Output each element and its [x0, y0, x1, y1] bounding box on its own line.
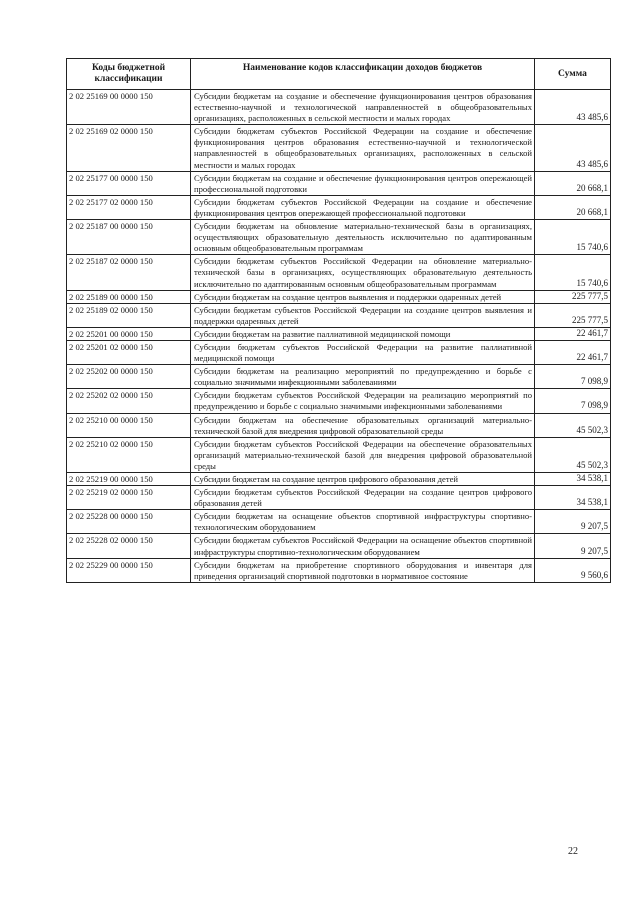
- table-row: [67, 171, 611, 195]
- row-code: 2 02 25228 02 0000 150: [67, 534, 191, 558]
- row-name: Субсидии бюджетам субъектов Российской Федерации на реализацию мероприятий по предупреждению и борьбе с социально значимыми инфекционными заболеваниями: [191, 389, 535, 413]
- table-row: [67, 195, 611, 219]
- row-name: Субсидии бюджетам субъектов Российской Федерации на развитие паллиативной медицинской помощи: [191, 340, 535, 364]
- row-sum: 22 461,7: [535, 340, 611, 364]
- row-name: Субсидии бюджетам субъектов Российской Федерации на создание и обеспечение функционирования центров образования естественно-научной и технологической направленностей в общеобразовательных организациях, расположенных в сельской местности и малых городах: [191, 125, 535, 171]
- table-row: [67, 327, 611, 340]
- table-row: [67, 486, 611, 510]
- row-code: 2 02 25201 00 0000 150: [67, 327, 191, 340]
- row-sum: 43 485,6: [535, 125, 611, 171]
- row-sum: 22 461,7: [535, 327, 611, 340]
- row-sum: 15 740,6: [535, 255, 611, 290]
- header-code: Коды бюджетной классификации: [67, 59, 191, 90]
- row-name: Субсидии бюджетам на создание и обеспечение функционирования центров образования естественно-научной и технологической направленностей в общеобразовательных организациях, расположенных в сельской местности и малых городах: [191, 90, 535, 125]
- row-sum: 43 485,6: [535, 90, 611, 125]
- row-name: Субсидии бюджетам на создание центров цифрового образования детей: [191, 473, 535, 486]
- table-row: [67, 558, 611, 582]
- row-name: Субсидии бюджетам на приобретение спортивного оборудования и инвентаря для приведения организаций спортивной подготовки в нормативное состояние: [191, 558, 535, 582]
- row-sum: 15 740,6: [535, 220, 611, 255]
- row-name: Субсидии бюджетам на обеспечение образовательных организаций материально-технической базой для внедрения цифровой образовательной среды: [191, 413, 535, 437]
- row-sum: 20 668,1: [535, 171, 611, 195]
- header-name: Наименование кодов классификации доходов бюджетов: [191, 59, 535, 90]
- table-row: [67, 510, 611, 534]
- table-row: [67, 125, 611, 171]
- row-name: Субсидии бюджетам субъектов Российской Федерации на оснащение объектов спортивной инфраструктуры спортивно-технологическим оборудованием: [191, 534, 535, 558]
- table-row: [67, 220, 611, 255]
- table-row: [67, 255, 611, 290]
- row-sum: 7 098,9: [535, 365, 611, 389]
- row-code: 2 02 25187 00 0000 150: [67, 220, 191, 255]
- row-code: 2 02 25219 02 0000 150: [67, 486, 191, 510]
- row-code: 2 02 25177 00 0000 150: [67, 171, 191, 195]
- row-code: 2 02 25229 00 0000 150: [67, 558, 191, 582]
- table-row: [67, 90, 611, 125]
- row-sum: 225 777,5: [535, 290, 611, 303]
- row-name: Субсидии бюджетам субъектов Российской Федерации на создание и обеспечение функционирования центров опережающей профессиональной подготовки: [191, 195, 535, 219]
- row-name: Субсидии бюджетам на создание и обеспечение функционирования центров опережающей профессиональной подготовки: [191, 171, 535, 195]
- table-row: [67, 389, 611, 413]
- page-number: 22: [568, 846, 578, 857]
- row-name: Субсидии бюджетам на создание центров выявления и поддержки одаренных детей: [191, 290, 535, 303]
- table-row: [67, 437, 611, 472]
- table-header-row: [67, 59, 611, 90]
- budget-table-container: [66, 58, 610, 583]
- row-sum: 45 502,3: [535, 413, 611, 437]
- row-sum: 20 668,1: [535, 195, 611, 219]
- row-code: 2 02 25169 02 0000 150: [67, 125, 191, 171]
- row-sum: 34 538,1: [535, 473, 611, 486]
- row-code: 2 02 25202 00 0000 150: [67, 365, 191, 389]
- row-name: Субсидии бюджетам субъектов Российской Федерации на создание центров выявления и поддержки одаренных детей: [191, 303, 535, 327]
- table-row: [67, 413, 611, 437]
- row-sum: 7 098,9: [535, 389, 611, 413]
- table-row: [67, 303, 611, 327]
- row-code: 2 02 25177 02 0000 150: [67, 195, 191, 219]
- row-sum: 45 502,3: [535, 437, 611, 472]
- budget-classification-table: [66, 58, 611, 583]
- header-sum: Сумма: [535, 59, 611, 90]
- row-name: Субсидии бюджетам на обновление материально-технической базы в организациях, осуществляющих образовательную деятельность исключительно по адаптированным основным общеобразовательным программам: [191, 220, 535, 255]
- table-row: [67, 290, 611, 303]
- row-name: Субсидии бюджетам субъектов Российской Федерации на обновление материально-технической базы в организациях, осуществляющих образовательную деятельность исключительно по адаптированным основным общеобразовательным программам: [191, 255, 535, 290]
- table-row: [67, 365, 611, 389]
- row-code: 2 02 25210 02 0000 150: [67, 437, 191, 472]
- row-code: 2 02 25219 00 0000 150: [67, 473, 191, 486]
- table-row: [67, 340, 611, 364]
- row-sum: 9 207,5: [535, 534, 611, 558]
- row-name: Субсидии бюджетам субъектов Российской Федерации на обеспечение образовательных организаций материально-технической базой для внедрения цифровой образовательной среды: [191, 437, 535, 472]
- row-code: 2 02 25210 00 0000 150: [67, 413, 191, 437]
- table-row: [67, 534, 611, 558]
- row-name: Субсидии бюджетам на оснащение объектов спортивной инфраструктуры спортивно-технологическим оборудованием: [191, 510, 535, 534]
- row-code: 2 02 25202 02 0000 150: [67, 389, 191, 413]
- row-sum: 225 777,5: [535, 303, 611, 327]
- row-sum: 34 538,1: [535, 486, 611, 510]
- row-name: Субсидии бюджетам на реализацию мероприятий по предупреждению и борьбе с социально значимыми инфекционными заболеваниями: [191, 365, 535, 389]
- row-sum: 9 207,5: [535, 510, 611, 534]
- row-code: 2 02 25189 00 0000 150: [67, 290, 191, 303]
- row-code: 2 02 25187 02 0000 150: [67, 255, 191, 290]
- row-name: Субсидии бюджетам субъектов Российской Федерации на создание центров цифрового образования детей: [191, 486, 535, 510]
- table-row: [67, 473, 611, 486]
- row-code: 2 02 25189 02 0000 150: [67, 303, 191, 327]
- row-code: 2 02 25169 00 0000 150: [67, 90, 191, 125]
- row-code: 2 02 25228 00 0000 150: [67, 510, 191, 534]
- row-name: Субсидии бюджетам на развитие паллиативной медицинской помощи: [191, 327, 535, 340]
- row-code: 2 02 25201 02 0000 150: [67, 340, 191, 364]
- row-sum: 9 560,6: [535, 558, 611, 582]
